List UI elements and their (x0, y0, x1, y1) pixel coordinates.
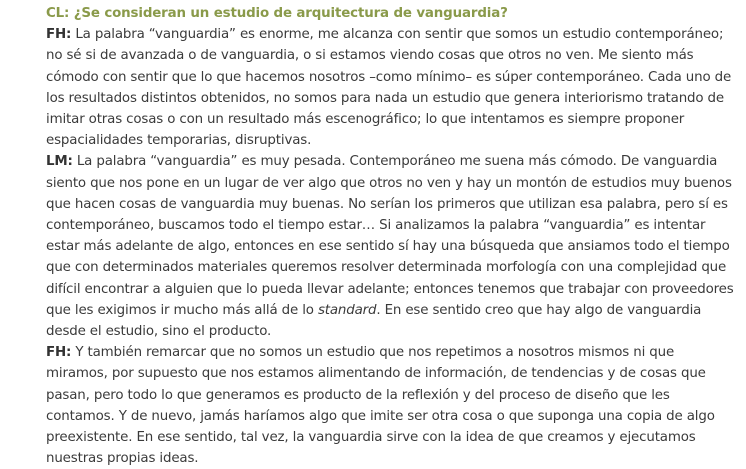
answer-text-continued: . En ese sentido creo que hay algo de vanguardia desde el estudio, sino el producto. (46, 302, 702, 340)
answer-paragraph-lm (46, 151, 736, 342)
answer-text: La palabra “vanguardia” es muy pesada. Contemporáneo me suena más cómodo. De vanguardia siento que nos pone en un lugar de ver algo que otros no ven y hay un montón de estudios muy buenos que hacen cosas de vanguardia muy buenas. No serían los primeros que utilizan esa palabra, pero sí es contemporáneo, buscamos todo el tiempo estar… Si analizamos la palabra “vanguardia” es intentar estar más adelante de algo, entonces en ese sentido sí hay una búsqueda que ansiamos todo el tiempo que con determinados materiales queremos resolver determinada morfología con una complejidad que difícil encontrar a alguien que lo pueda llevar adelante; entonces tenemos que trabajar con proveedores que les exigimos ir mucho más allá de lo (46, 154, 734, 318)
answer-text: Y también remarcar que no somos un estudio que nos repetimos a nosotros mismos ni que miramos, por supuesto que nos estamos alimentando de información, de tendencias y de cosas que pasan, pero todo lo que generamos es producto de la reflexión y del proceso de diseño que les contamos. Y de nuevo, jamás haríamos algo que imite ser otra cosa o que suponga una copia de algo preexistente. En ese sentido, tal vez, la vanguardia sirve con la idea de que creamos y ejecutamos nuestras propias ideas. (46, 345, 715, 467)
interview-question (46, 3, 736, 24)
answer-emphasis: standard (317, 302, 377, 318)
answer-text: La palabra “vanguardia” es enorme, me alcanza con sentir que somos un estudio contemporáneo; no sé si de avanzada o de vanguardia, o si estamos viendo cosas que otros no ven. Me siento más cómodo con sentir que lo que hacemos nosotros –como mínimo– es súper contemporáneo. Cada uno de los resultados distintos obtenidos, no somos para nada un estudio que genera interiorismo tratando de imitar otras cosas o con un resultado más escenográfico; lo que intentamos es siempre proponer espacialidades temporarias, disruptivas. (46, 27, 732, 149)
answer-speaker: FH: (46, 345, 72, 361)
answer-paragraph-fh-2 (46, 342, 736, 469)
question-speaker: CL: (46, 6, 70, 21)
answer-speaker: FH: (46, 27, 72, 43)
answer-paragraph-fh-1 (46, 24, 736, 151)
question-text: ¿Se consideran un estudio de arquitectura de vanguardia? (73, 6, 508, 21)
answer-speaker: LM: (46, 154, 73, 170)
